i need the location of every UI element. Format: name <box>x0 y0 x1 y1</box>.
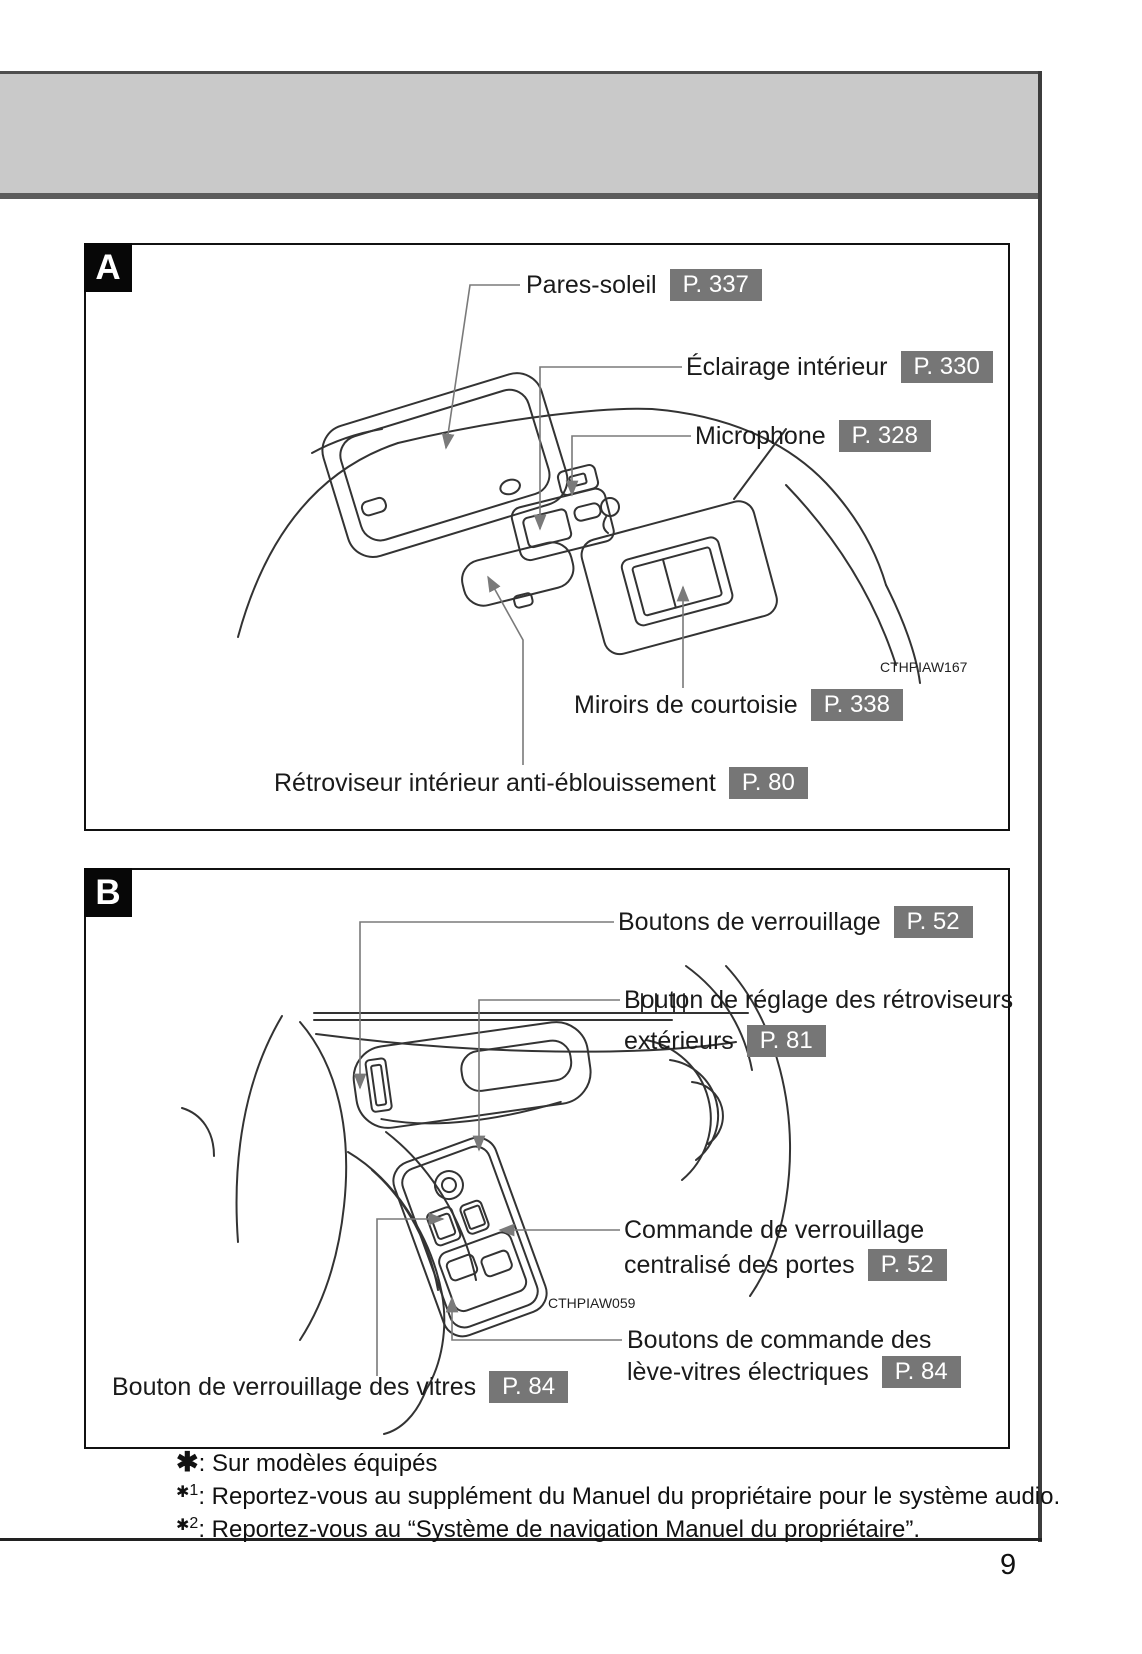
page-badge-centralise-portes: P. 52 <box>868 1249 947 1281</box>
page-badge-leve-vitres: P. 84 <box>882 1356 961 1388</box>
callout-eclairage-label: Éclairage intérieur <box>686 353 888 381</box>
callout-commande-verrouillage-line1 <box>624 1214 924 1246</box>
callout-miroirs-label: Miroirs de courtoisie <box>574 691 798 719</box>
overhead-console-illustration <box>86 245 1008 829</box>
callout-verrouillage-vitres <box>112 1371 568 1403</box>
page-badge-retroviseurs-ext: P. 81 <box>747 1025 826 1057</box>
footnote-equipped-models <box>176 1449 1060 1477</box>
footnote-navigation-manual <box>176 1510 1060 1543</box>
diagram-box-driver-door <box>84 868 1014 1449</box>
footnote-sup: 1 <box>189 1482 199 1499</box>
callout-centralise-portes-label: centralisé des portes <box>624 1251 855 1279</box>
callout-boutons-commande-label: Boutons de commande des <box>627 1326 932 1354</box>
chapter-header-bar <box>0 71 1038 199</box>
page-badge-miroirs: P. 338 <box>811 689 903 721</box>
page-badge-verrouillage-vitres: P. 84 <box>489 1371 568 1403</box>
page-badge-microphone: P. 328 <box>839 420 931 452</box>
diagram-box-overhead <box>84 243 1010 831</box>
callout-commande-verrouillage-line2 <box>624 1249 947 1281</box>
figure-code-b: CTHPIAW059 <box>548 1295 636 1311</box>
page-frame-right-rule <box>1038 71 1042 1542</box>
callout-verrouillage-vitres-label: Bouton de verrouillage des vitres <box>112 1373 477 1401</box>
footnotes <box>176 1449 1060 1543</box>
footnote-text: : Reportez-vous au “Système de navigation Manuel du propriétaire”. <box>198 1516 921 1543</box>
callout-leve-vitres-line1 <box>627 1324 931 1356</box>
footnote-audio-supplement <box>176 1477 1060 1510</box>
callout-miroirs-courtoisie <box>574 689 903 721</box>
callout-reglage-retroviseurs-line2 <box>624 1025 826 1057</box>
callout-reglage-retroviseurs-label: Bouton de réglage des rétroviseurs <box>624 986 1014 1014</box>
page-badge-eclairage: P. 330 <box>901 351 993 383</box>
callout-reglage-retroviseurs-line1 <box>624 984 1013 1016</box>
footnote-text: : Sur modèles équipés <box>198 1450 438 1477</box>
page-badge-pares-soleil: P. 337 <box>670 269 762 301</box>
callout-pares-soleil-label: Pares-soleil <box>526 271 657 299</box>
callout-commande-verrouillage-label: Commande de verrouillage <box>624 1216 925 1244</box>
page-badge-boutons-verrouillage: P. 52 <box>894 906 973 938</box>
callout-boutons-verrouillage <box>618 906 973 938</box>
tab-b: B <box>84 868 132 917</box>
asterisk-icon: ✱ <box>176 1517 190 1534</box>
asterisk-icon: ✱ <box>176 1484 190 1501</box>
callout-microphone-label: Microphone <box>695 422 826 450</box>
callout-retroviseur-label: Rétroviseur intérieur anti-éblouissement <box>274 769 716 797</box>
callout-retroviseur-interieur <box>274 767 808 799</box>
callout-boutons-verrouillage-label: Boutons de verrouillage <box>618 908 881 936</box>
tab-a: A <box>84 243 132 292</box>
asterisk-icon: ✱ <box>176 1447 199 1477</box>
callout-eclairage-interieur <box>686 351 993 383</box>
page-number: 9 <box>1000 1549 1017 1581</box>
callout-leve-vitres-line2 <box>627 1356 961 1388</box>
callout-pares-soleil <box>526 269 762 301</box>
callout-exterieurs-label: extérieurs <box>624 1027 734 1055</box>
footnote-text: : Reportez-vous au supplément du Manuel du propriétaire pour le système audio. <box>198 1483 1061 1510</box>
figure-code-a: CTHPIAW167 <box>880 659 968 675</box>
callout-microphone <box>695 420 931 452</box>
page-badge-retroviseur: P. 80 <box>729 767 808 799</box>
callout-leve-vitres-label: lève-vitres électriques <box>627 1358 869 1386</box>
footnote-sup: 2 <box>189 1515 199 1532</box>
